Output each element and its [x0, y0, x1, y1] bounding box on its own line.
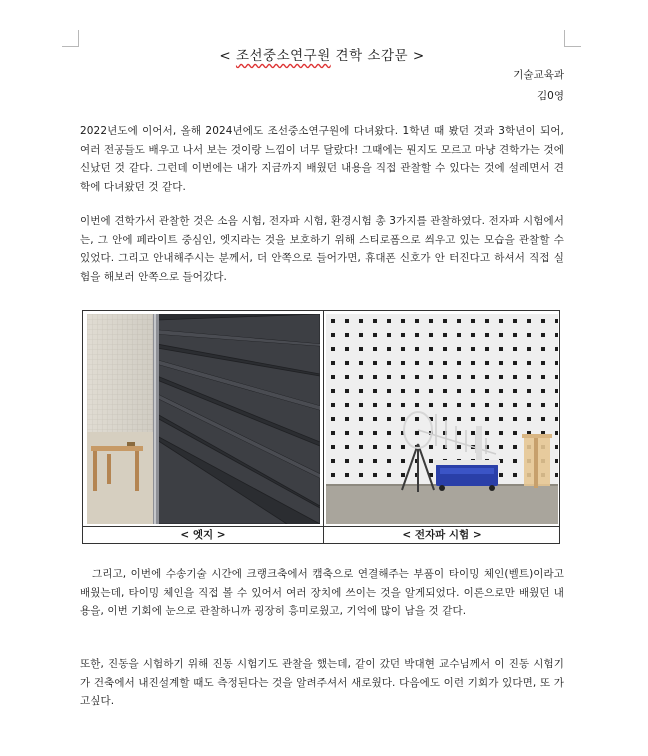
edge-photo [87, 314, 320, 524]
title-rest: 견학 소감문 [335, 48, 409, 64]
author-name: 김0영 [537, 90, 564, 102]
paragraph-3: 그리고, 이번에 수송기술 시간에 크랭크축에서 캠축으로 연결해주는 부품이 타이밍 체인(벨트)이라고 배웠는데, 타이밍 체인을 직접 볼 수 있어서 여러 장치에 쓰이는 것을 알게되었다. 이론으로만 배웠던 내용을, 이번 기회에 눈으로 관찰하니까 굉장히 흥미로웠고, 기억에 많이 남을 것 같다. [80, 568, 564, 617]
photo-table [82, 310, 560, 544]
title-prefix: < [219, 48, 232, 64]
paragraph-4: 또한, 진동을 시험하기 위해 진동 시험기도 관찰을 했는데, 같이 갔던 박대현 교수님께서 이 진동 시험기가 건축에서 내진설계할 때도 측정된다는 것을 알려주셔서 새로웠다. 다음에도 이런 기회가 있다면, 또 가고싶다. [80, 658, 564, 707]
emc-test-photo-caption: < 전자파 시험 > [402, 529, 482, 541]
title-suffix: > [412, 48, 425, 64]
photo-table-column-divider [323, 311, 324, 543]
page-corner-mark-top-left [62, 30, 79, 47]
emc-test-photo [326, 314, 558, 524]
paragraph-1: 2022년도에 이어서, 올해 2024년에도 조선중소연구원에 다녀왔다. 1학년 때 봤던 것과 3학년이 되어, 여러 전공들도 배우고 나서 보는 것이랑 느낌이 너무 달랐다! 그때에는 뭔지도 모르고 마냥 견학가는 것에 신났던 것 같다. 그런데 이번에는 내가 지금까지 배웠던 내용을 직접 관찰할 수 있다는 것에 설레면서 견학에 다녀왔던 것 같다. [80, 125, 564, 193]
paragraph-2: 이번에 견학가서 관찰한 것은 소음 시험, 전자파 시험, 환경시험 총 3가지를 관찰하였다. 전자파 시험에서는, 그 안에 페라이트 중심인, 엣지라는 것을 보호하기 위해 스티로폼으로 씌우고 있는 모습을 관찰할 수 있었다. 그리고 안내해주시는 분께서, 더 안쪽으로 들어가면, 휴대폰 신호가 안 터진다고 하셔서 직접 실험을 해보러 안쪽으로 들어갔다. [80, 215, 564, 283]
author-department: 기술교육과 [513, 69, 564, 81]
edge-photo-caption: < 엣지 > [180, 529, 226, 541]
title-main: 조선중소연구원 [235, 48, 331, 64]
page-corner-mark-top-right [564, 30, 581, 47]
document-title [80, 44, 564, 64]
